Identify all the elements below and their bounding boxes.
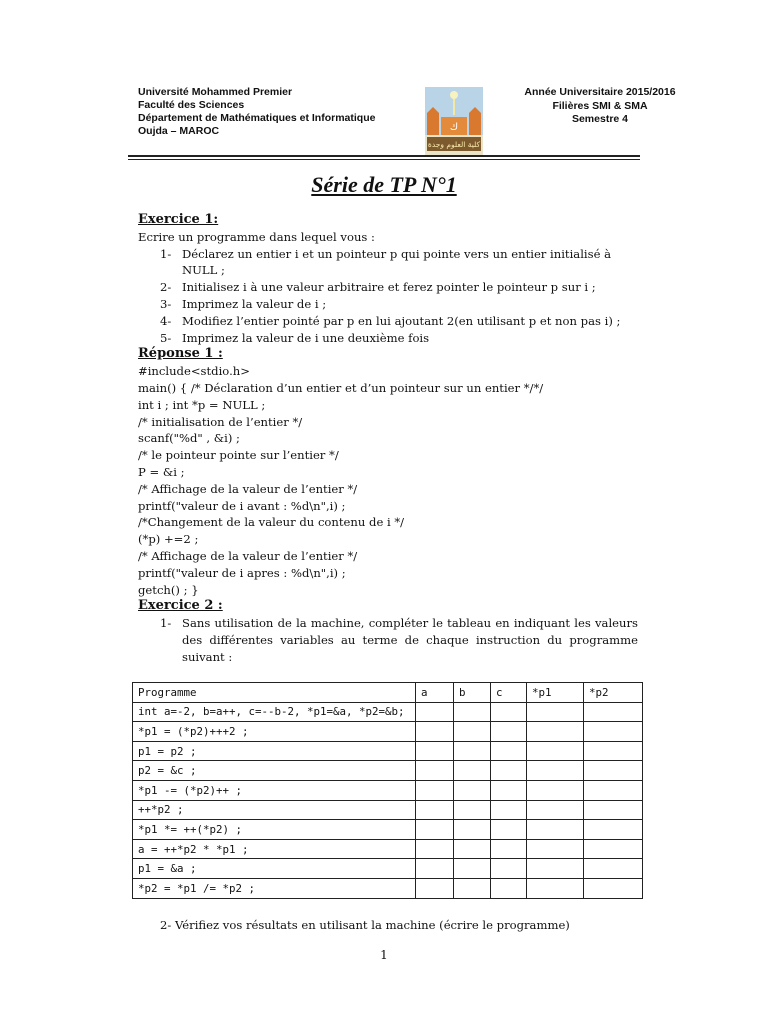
- table-row: [133, 761, 643, 781]
- exercise2-item1: 1- Sans utilisation de la machine, compléter le tableau en indiquant les valeurs des différentes variables au terme de chaque instruction du programme suivant :: [160, 616, 638, 664]
- program-statement: *p1 = (*p2)+++2 ;: [133, 722, 416, 742]
- code-line: int i ; int *p = NULL ;: [138, 397, 266, 412]
- program-table: [132, 682, 643, 899]
- code-line: /* Affichage de la valeur de l’entier */: [138, 548, 358, 563]
- page-title: Série de TP N°1: [311, 172, 457, 197]
- code-line: printf("valeur de i avant : %d\n",i) ;: [138, 498, 346, 513]
- table-row: [133, 780, 643, 800]
- code-line: main() { /* Déclaration d’un entier et d’un pointeur sur un entier */*/: [138, 380, 544, 395]
- code-line: (*p) +=2 ;: [138, 532, 199, 547]
- header-divider-thick: [128, 155, 640, 157]
- program-statement: ++*p2 ;: [133, 800, 416, 820]
- header-divider-thin: [128, 159, 640, 160]
- city-country: Oujda – MAROC: [138, 125, 220, 137]
- exercise1-step: 4- Modifiez l’entier pointé par p en lui ajoutant 2(en utilisant p et non pas i) ;: [160, 313, 621, 328]
- code-line: /* initialisation de l’entier */: [138, 414, 303, 429]
- table-row: [133, 722, 643, 742]
- program-statement: *p2 = *p1 /= *p2 ;: [133, 878, 416, 898]
- code-line: /*Changement de la valeur du contenu de i */: [138, 515, 405, 530]
- exercise2-heading: Exercice 2 :: [138, 598, 223, 614]
- table-header-cell: *p1: [527, 683, 584, 703]
- code-line: #include<stdio.h>: [138, 364, 250, 379]
- program-statement: *p1 *= ++(*p2) ;: [133, 820, 416, 840]
- table-row: [133, 859, 643, 879]
- code-line: /* Affichage de la valeur de l’entier */: [138, 481, 358, 496]
- logo-caption: كلية العلوم وجدة: [427, 140, 481, 149]
- table-header-cell: a: [416, 683, 454, 703]
- table-row: [133, 820, 643, 840]
- program-statement: p1 = p2 ;: [133, 741, 416, 761]
- page-number: 1: [380, 948, 388, 962]
- exercise1-intro: Ecrire un programme dans lequel vous :: [138, 229, 375, 244]
- exercise1-step: 1- Déclarez un entier i et un pointeur p qui pointe vers un entier initialisé à NULL ;: [160, 246, 612, 278]
- code-line: getch() ; }: [138, 582, 199, 597]
- table-row: [133, 839, 643, 859]
- programs: Filières SMI & SMA: [552, 99, 648, 112]
- svg-text:ﻙ: ﻙ: [449, 122, 459, 133]
- response1-heading: Réponse 1 :: [138, 346, 223, 362]
- exercise1-steps: [138, 246, 638, 347]
- table-header-cell: c: [491, 683, 527, 703]
- exercise1-heading: Exercice 1:: [138, 212, 219, 227]
- program-statement: *p1 -= (*p2)++ ;: [133, 780, 416, 800]
- program-statement: a = ++*p2 * *p1 ;: [133, 839, 416, 859]
- program-statement: int a=-2, b=a++, c=--b-2, *p1=&a, *p2=&b;: [133, 702, 416, 722]
- table-row: [133, 878, 643, 898]
- table-header-cell: Programme: [133, 683, 416, 703]
- program-statement: p1 = &a ;: [133, 859, 416, 879]
- exercise1-step: 5- Imprimez la valeur de i une deuxième fois: [160, 330, 430, 345]
- exercise1-step: 3- Imprimez la valeur de i ;: [160, 296, 327, 311]
- page-title-container: [0, 172, 768, 198]
- response1-code: [138, 363, 638, 598]
- department-name: Département de Mathématiques et Informatique: [138, 112, 376, 124]
- faculty-logo: [425, 87, 483, 155]
- table-header-cell: b: [454, 683, 491, 703]
- table-header-row: [133, 683, 643, 703]
- program-statement: p2 = &c ;: [133, 761, 416, 781]
- table-row: [133, 702, 643, 722]
- university-name: Université Mohammed Premier: [138, 86, 293, 98]
- code-line: printf("valeur de i apres : %d\n",i) ;: [138, 565, 346, 580]
- document-body: [138, 212, 638, 666]
- faculty-name: Faculté des Sciences: [138, 99, 245, 111]
- table-row: [133, 741, 643, 761]
- academic-year: Année Universitaire 2015/2016: [524, 86, 676, 98]
- exercise2-item2: 2- Vérifiez vos résultats en utilisant la machine (écrire le programme): [160, 918, 570, 932]
- semester: Semestre 4: [571, 113, 629, 125]
- code-line: scanf("%d" , &i) ;: [138, 431, 240, 446]
- table-row: [133, 800, 643, 820]
- exercise1-step: 2- Initialisez i à une valeur arbitraire et ferez pointer le pointeur p sur i ;: [160, 280, 596, 295]
- code-line: /* le pointeur pointe sur l’entier */: [138, 448, 339, 463]
- table-header-cell: *p2: [584, 683, 643, 703]
- university-header: [138, 86, 375, 138]
- academic-year-header: [505, 86, 695, 127]
- code-line: P = &i ;: [138, 464, 185, 479]
